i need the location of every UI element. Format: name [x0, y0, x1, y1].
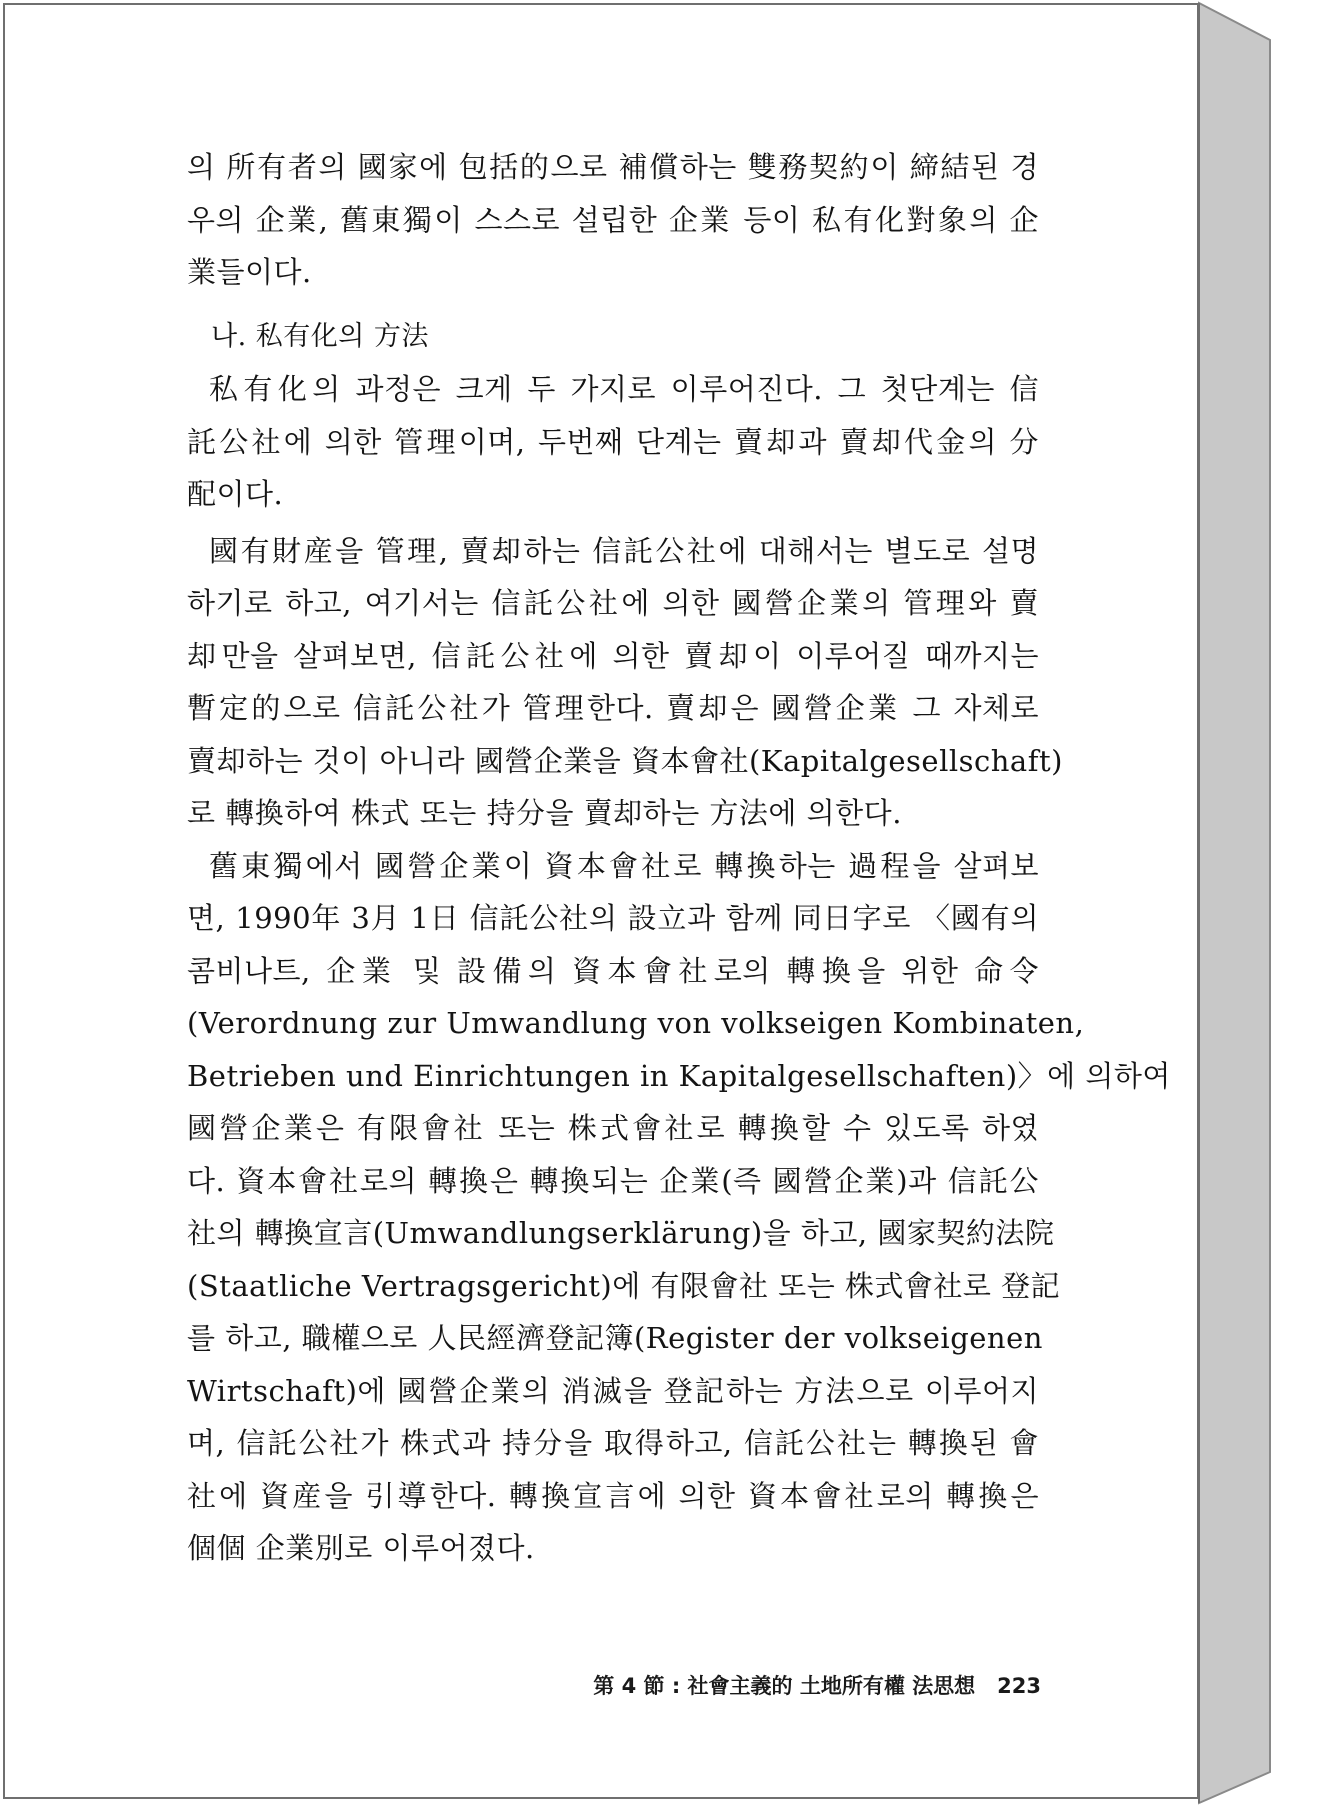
text-line: Wirtschaft)에 國營企業의 消滅을 登記하는 方法으로 이루어지	[187, 1373, 1039, 1408]
text-line: 國有財産을 管理, 賣却하는 信託公社에 대해서는 별도로 설명	[209, 533, 1039, 568]
page-number: 223	[997, 1674, 1041, 1698]
text-line: 却만을 살펴보면, 信託公社에 의한 賣却이 이루어질 때까지는	[187, 638, 1039, 673]
book-page	[3, 3, 1199, 1799]
text-line: 의 所有者의 國家에 包括的으로 補償하는 雙務契約이 締結된 경	[187, 150, 1039, 184]
text-line: 業들이다.	[187, 255, 312, 289]
body-text	[187, 141, 1171, 1575]
text-line: 社의 轉換宣言(Umwandlungserklärung)을 하고, 國家契約法院	[187, 1216, 1055, 1250]
text-line: 콤비나트, 企業 및 設備의 資本會社로의 轉換을 위한 命令	[187, 953, 1039, 988]
text-line: 다. 資本會社로의 轉換은 轉換되는 企業(즉 國營企業)과 信託公	[187, 1163, 1039, 1198]
text-line: 國營企業은 有限會社 또는 株式會社로 轉換할 수 있도록 하였	[187, 1111, 1039, 1145]
text-line: 면, 1990年 3月 1日 信託公社의 設立과 함께 同日字로 〈國有의	[187, 901, 1039, 935]
running-footer-title: 第 4 節 : 社會主義的 土地所有權 法思想	[593, 1674, 976, 1698]
text-line: 託公社에 의한 管理이며, 두번째 단계는 賣却과 賣却代金의 分	[187, 424, 1039, 459]
text-line: 舊東獨에서 國營企業이 資本會社로 轉換하는 過程을 살펴보	[209, 848, 1039, 883]
text-line: 우의 企業, 舊東獨이 스스로 설립한 企業 등이 私有化對象의 企	[187, 202, 1039, 237]
text-line: 暫定的으로 信託公社가 管理한다. 賣却은 國營企業 그 자체로	[187, 691, 1039, 725]
text-line: (Verordnung zur Umwandlung von volkseigen Kombinaten,	[187, 1006, 1085, 1040]
text-line: 社에 資産을 引導한다. 轉換宣言에 의한 資本會社로의 轉換은	[187, 1478, 1039, 1513]
text-line: 로 轉換하여 株式 또는 持分을 賣却하는 方法에 의한다.	[187, 796, 902, 830]
section-subheading: 나. 私有化의 方法	[211, 320, 429, 352]
text-line: Betrieben und Einrichtungen in Kapitalgesellschaften)〉에 의하여	[187, 1058, 1171, 1093]
text-line: 를 하고, 職權으로 人民經濟登記簿(Register der volkseigenen	[187, 1321, 1043, 1355]
text-line: 賣却하는 것이 아니라 國營企業을 資本會社(Kapitalgesellschaft)	[187, 743, 1063, 778]
text-line: 私有化의 과정은 크게 두 가지로 이루어진다. 그 첫단계는 信	[209, 372, 1039, 406]
text-line: (Staatliche Vertragsgericht)에 有限會社 또는 株式會社로 登記	[187, 1268, 1061, 1303]
text-line: 며, 信託公社가 株式과 持分을 取得하고, 信託公社는 轉換된 會	[187, 1426, 1039, 1460]
text-line: 하기로 하고, 여기서는 信託公社에 의한 國營企業의 管理와 賣	[187, 586, 1039, 620]
text-line: 配이다.	[187, 477, 284, 511]
page-footer	[545, 1668, 1041, 1704]
text-line: 個個 企業別로 이루어졌다.	[187, 1531, 535, 1565]
